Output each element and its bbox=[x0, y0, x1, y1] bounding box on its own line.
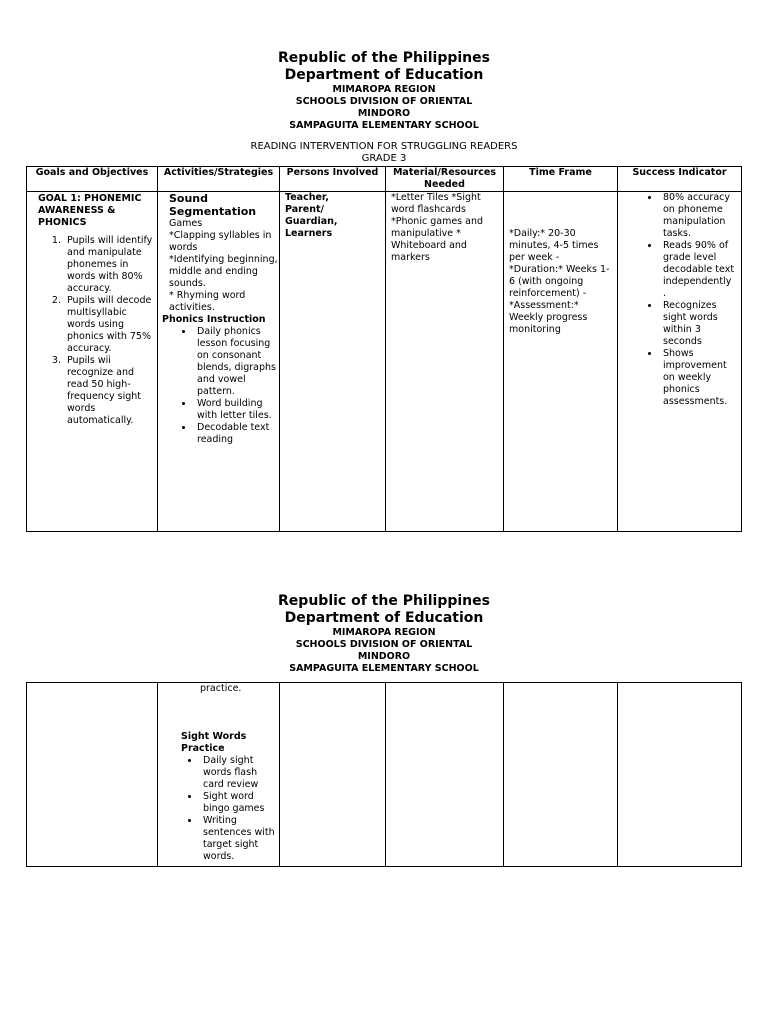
column-header-success: Success Indicator bbox=[618, 167, 742, 192]
success-item: • Shows improvement on weekly phonics assessments. bbox=[660, 348, 737, 408]
goals-cell bbox=[27, 192, 158, 532]
activities-cell bbox=[158, 683, 280, 867]
sight-words-item: • Sight word bingo games bbox=[200, 791, 279, 815]
phonics-item: • Daily phonics lesson focusing on consonant blends, digraphs and vowel pattern. bbox=[194, 326, 279, 398]
activities-cell bbox=[158, 192, 280, 532]
document-title-block bbox=[0, 141, 768, 165]
header-department: Department of Education bbox=[284, 610, 484, 626]
practice-fragment: practice. bbox=[200, 683, 242, 694]
activity-rhyming: * Rhyming word activities. bbox=[169, 290, 246, 313]
materials-cell bbox=[386, 683, 504, 867]
column-header-persons: Persons Involved bbox=[280, 167, 386, 192]
activity-clapping: *Clapping syllables in words bbox=[169, 230, 272, 253]
column-header-goals: Goals and Objectives bbox=[27, 167, 158, 192]
document-grade: GRADE 3 bbox=[361, 153, 407, 164]
persons-involved: Teacher, Parent/ Guardian, Learners bbox=[285, 192, 338, 239]
sight-words-item: • Writing sentences with target sight words. bbox=[200, 815, 279, 863]
document-title: READING INTERVENTION FOR STRUGGLING READERS bbox=[250, 141, 518, 152]
page-header-1 bbox=[0, 50, 768, 132]
sight-words-item: • Daily sight words flash card review bbox=[200, 755, 279, 791]
persons-cell bbox=[280, 683, 386, 867]
phonics-item: • Word building with letter tiles. bbox=[194, 398, 279, 422]
success-list bbox=[618, 192, 741, 408]
sound-segmentation-title: Sound Segmentation bbox=[169, 192, 257, 218]
materials-needed: *Letter Tiles *Sight word flashcards *Phonic games and manipulative * Whiteboard and markers bbox=[391, 192, 484, 263]
table-row bbox=[27, 192, 742, 532]
header-school: SAMPAGUITA ELEMENTARY SCHOOL bbox=[289, 663, 479, 674]
time-frame-cell bbox=[504, 192, 618, 532]
phonics-instruction-title: Phonics Instruction bbox=[162, 314, 266, 325]
objective-item: 2. Pupils will decode multisyllabic words using phonics with 75% accuracy. bbox=[64, 295, 157, 355]
header-division: SCHOOLS DIVISION OF ORIENTAL bbox=[295, 639, 473, 650]
header-region: MIMAROPA REGION bbox=[332, 627, 436, 638]
header-republic: Republic of the Philippines bbox=[278, 50, 490, 66]
header-department: Department of Education bbox=[284, 67, 484, 83]
column-header-materials: Material/Resources Needed bbox=[386, 167, 504, 192]
table-row bbox=[27, 683, 742, 867]
persons-cell bbox=[280, 192, 386, 532]
header-school: SAMPAGUITA ELEMENTARY SCHOOL bbox=[289, 120, 479, 131]
phonics-list bbox=[158, 326, 279, 446]
materials-cell bbox=[386, 192, 504, 532]
objective-item: 1. Pupils will identify and manipulate phonemes in words with 80% accuracy. bbox=[64, 235, 157, 295]
activity-identifying: *Identifying beginning, middle and ending sounds. bbox=[169, 254, 278, 289]
success-cell bbox=[618, 192, 742, 532]
header-region: MIMAROPA REGION bbox=[332, 84, 436, 95]
page-header-2 bbox=[0, 593, 768, 675]
time-frame: *Daily:* 20-30 minutes, 4-5 times per week - *Duration:* Weeks 1-6 (with ongoing reinforcement) - *Assessment:* Weekly progress monitoring bbox=[509, 228, 610, 335]
goals-cell bbox=[27, 683, 158, 867]
success-item: • Recognizes sight words within 3 seconds bbox=[660, 300, 737, 348]
sight-words-list bbox=[158, 755, 279, 863]
success-item: • 80% accuracy on phoneme manipulation tasks. bbox=[660, 192, 737, 240]
intervention-table-continued bbox=[26, 682, 742, 867]
activity-games: Games bbox=[169, 218, 203, 229]
column-header-activities: Activities/Strategies bbox=[158, 167, 280, 192]
header-division: SCHOOLS DIVISION OF ORIENTAL bbox=[295, 96, 473, 107]
table-header-row bbox=[27, 167, 742, 192]
phonics-item: • Decodable text reading bbox=[194, 422, 279, 446]
objective-item: 3. Pupils wii recognize and read 50 high-frequency sight words automatically. bbox=[64, 355, 157, 427]
header-republic: Republic of the Philippines bbox=[278, 593, 490, 609]
success-item: • Reads 90% of grade level decodable text independently . bbox=[660, 240, 737, 300]
intervention-table bbox=[26, 166, 742, 532]
success-cell bbox=[618, 683, 742, 867]
header-division-2: MINDORO bbox=[357, 651, 411, 662]
time-frame-cell bbox=[504, 683, 618, 867]
column-header-time-frame: Time Frame bbox=[504, 167, 618, 192]
objectives-list bbox=[27, 235, 157, 427]
goal-title: GOAL 1: PHONEMIC AWARENESS & PHONICS bbox=[38, 193, 142, 228]
sight-words-title: Sight Words Practice bbox=[181, 731, 247, 754]
header-division-2: MINDORO bbox=[357, 108, 411, 119]
